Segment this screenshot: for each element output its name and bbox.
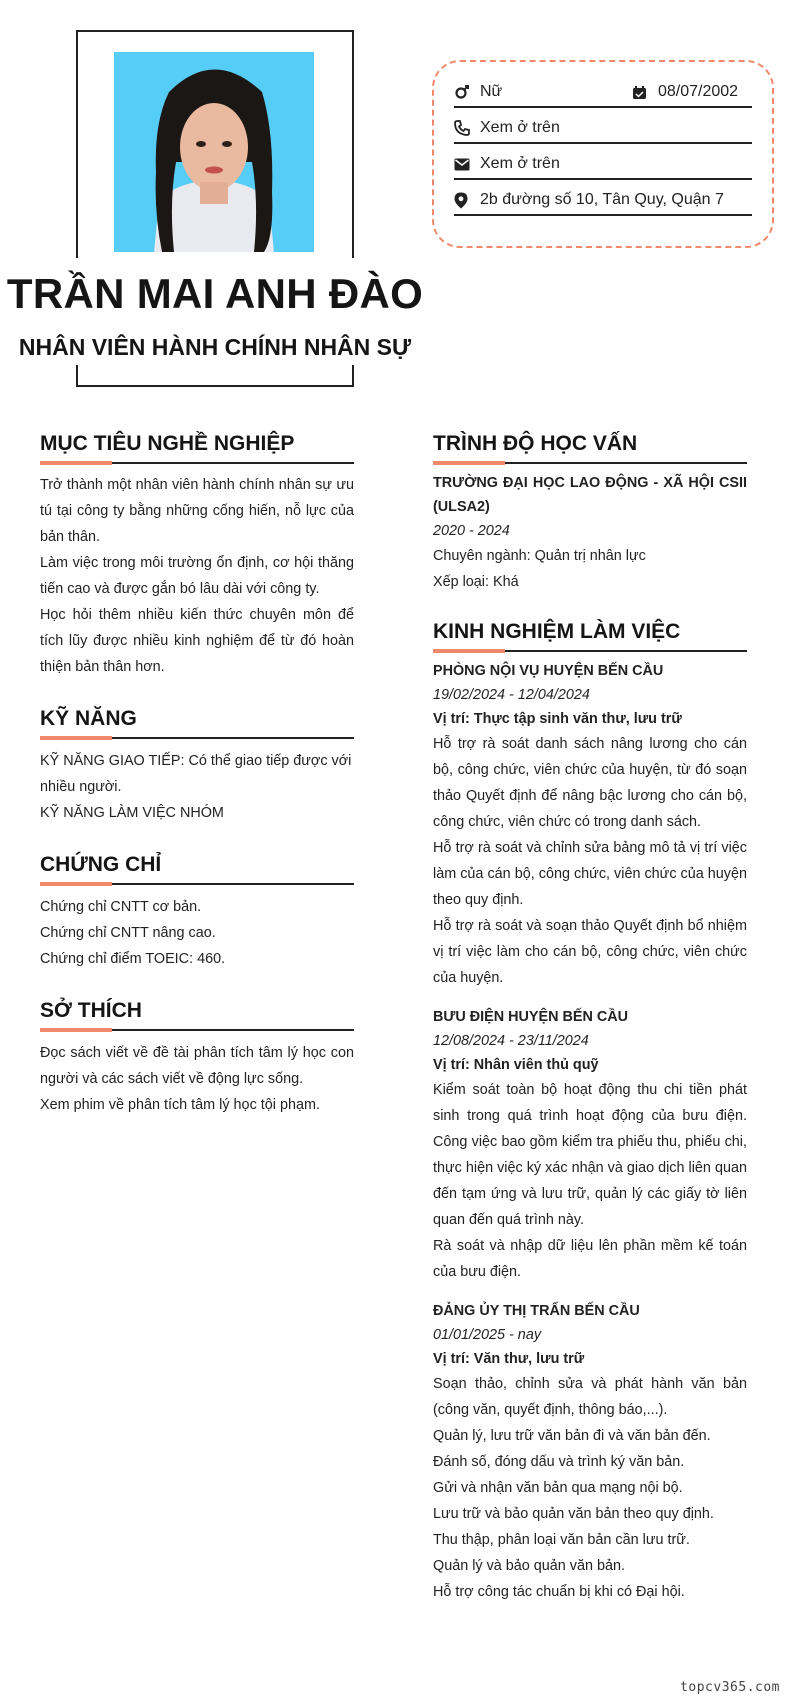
candidate-job-title: NHÂN VIÊN HÀNH CHÍNH NHÂN SỰ bbox=[18, 334, 412, 360]
certificate-item: Chứng chỉ điểm TOEIC: 460. bbox=[40, 951, 226, 967]
experience-job bbox=[433, 659, 747, 991]
hobby-item: Đọc sách viết về đề tài phân tích tâm lý học con người và các sách viết về động lực sống. bbox=[40, 1045, 354, 1087]
certificate-item: Chứng chỉ CNTT cơ bản. bbox=[40, 899, 202, 915]
certificates-title: CHỨNG CHỈ bbox=[40, 853, 162, 876]
contact-row-gender-dob bbox=[454, 78, 752, 108]
job-position: Vị trí: Văn thư, lưu trữ bbox=[433, 1351, 585, 1367]
profile-photo bbox=[114, 52, 314, 252]
watermark: topcv365.com bbox=[680, 1680, 780, 1695]
education-school: TRƯỜNG ĐẠI HỌC LAO ĐỘNG - XÃ HỘI CSII (ULSA2) bbox=[433, 475, 747, 515]
experience-job bbox=[433, 1299, 747, 1605]
job-duty: Quản lý và bảo quản văn bản. bbox=[433, 1558, 626, 1574]
job-organization: BƯU ĐIỆN HUYỆN BẾN CẦU bbox=[433, 1009, 629, 1025]
job-period: 19/02/2024 - 12/04/2024 bbox=[433, 687, 590, 703]
certificate-item: Chứng chỉ CNTT nâng cao. bbox=[40, 925, 216, 941]
contact-row-email bbox=[454, 150, 752, 180]
contact-row-address bbox=[454, 186, 752, 216]
objective-rule bbox=[40, 462, 354, 464]
experience-rule bbox=[433, 650, 747, 652]
contact-row-phone bbox=[454, 114, 752, 144]
job-period: 12/08/2024 - 23/11/2024 bbox=[433, 1033, 589, 1049]
education-rule bbox=[433, 462, 747, 464]
header-frame-bottom bbox=[76, 365, 354, 387]
experience-job bbox=[433, 1005, 747, 1285]
hobbies-title: SỞ THÍCH bbox=[40, 999, 142, 1022]
hobbies-rule bbox=[40, 1029, 354, 1031]
skills-body bbox=[40, 748, 354, 826]
education-major: Chuyên ngành: Quản trị nhân lực bbox=[433, 548, 646, 564]
education-title: TRÌNH ĐỘ HỌC VẤN bbox=[433, 432, 638, 455]
job-duty: Soạn thảo, chỉnh sửa và phát hành văn bản (công văn, quyết định, thông báo,...). bbox=[433, 1376, 747, 1418]
job-position: Vị trí: Thực tập sinh văn thư, lưu trữ bbox=[433, 711, 682, 727]
job-duty: Đánh số, đóng dấu và trình ký văn bản. bbox=[433, 1454, 685, 1470]
objective-paragraph: Làm việc trong môi trường ổn định, cơ hội thăng tiến cao và được gắn bó lâu dài với công ty. bbox=[40, 555, 354, 597]
contact-phone[interactable]: Xem ở trên bbox=[480, 119, 560, 136]
job-duty: Hỗ trợ rà soát và soạn thảo Quyết định bổ nhiệm vị trí việc làm cho cán bộ, công chức, viên chức của huyện. bbox=[433, 918, 747, 986]
certificates-rule bbox=[40, 883, 354, 885]
candidate-name: TRẦN MAI ANH ĐÀO bbox=[6, 270, 424, 317]
skill-item: KỸ NĂNG GIAO TIẾP: Có thể giao tiếp được với nhiều người. bbox=[40, 753, 352, 795]
job-duty: Kiểm soát toàn bộ hoạt động thu chi tiền phát sinh trong quá trình hoạt động của bưu điện. Công việc bao gồm kiểm tra phiếu thu, phiếu chi, thực hiện việc ký xác nhận và giao dịch liên quan đến tạm ứng và lưu trữ, quản lý các giấy tờ liên quan đến quá trình này. bbox=[433, 1082, 747, 1228]
certificates-body bbox=[40, 894, 354, 972]
job-duty: Lưu trữ và bảo quản văn bản theo quy định. bbox=[433, 1506, 714, 1522]
objective-body bbox=[40, 472, 354, 680]
map-pin-icon bbox=[454, 191, 476, 209]
contact-email[interactable]: Xem ở trên bbox=[480, 155, 560, 172]
contact-address: 2b đường số 10, Tân Quy, Quận 7 bbox=[480, 191, 724, 208]
contact-dob: 08/07/2002 bbox=[658, 83, 739, 100]
job-position: Vị trí: Nhân viên thủ quỹ bbox=[433, 1057, 599, 1073]
job-duty: Hỗ trợ rà soát danh sách nâng lương cho cán bộ, công chức, viên chức của huyện, từ đó soạn thảo Quyết định để nâng bậc lương cho cán bộ, công chức, viên chức có trong danh sách. bbox=[433, 736, 747, 830]
objective-paragraph: Trở thành một nhân viên hành chính nhân sự ưu tú tại công ty bằng những cống hiến, nỗ lực của bản thân. bbox=[40, 477, 354, 545]
objective-paragraph: Học hỏi thêm nhiều kiến thức chuyên môn để tích lũy được nhiều kinh nghiệm để từ đó hoàn thiện bản thân hơn. bbox=[40, 607, 354, 675]
job-duty: Thu thập, phân loại văn bản cần lưu trữ. bbox=[433, 1532, 690, 1548]
job-period: 01/01/2025 - nay bbox=[433, 1327, 542, 1343]
job-organization: ĐẢNG ỦY THỊ TRẤN BẾN CẦU bbox=[433, 1303, 640, 1319]
experience-title: KINH NGHIỆM LÀM VIỆC bbox=[433, 620, 681, 643]
envelope-icon bbox=[454, 155, 476, 173]
objective-title: MỤC TIÊU NGHỀ NGHIỆP bbox=[40, 432, 295, 455]
calendar-icon bbox=[632, 83, 654, 101]
skills-rule bbox=[40, 737, 354, 739]
hobby-item: Xem phim về phân tích tâm lý học tội phạm. bbox=[40, 1097, 320, 1113]
portrait-image bbox=[114, 52, 314, 252]
contact-gender: Nữ bbox=[480, 83, 503, 100]
phone-icon bbox=[454, 119, 476, 137]
job-duty: Gửi và nhận văn bản qua mạng nội bộ. bbox=[433, 1480, 683, 1496]
job-duty: Hỗ trợ rà soát và chỉnh sửa bảng mô tả vị trí việc làm của cán bộ, công chức, viên chức của huyện theo quy định. bbox=[433, 840, 747, 908]
education-period: 2020 - 2024 bbox=[433, 523, 510, 539]
job-duty: Quản lý, lưu trữ văn bản đi và văn bản đến. bbox=[433, 1428, 711, 1444]
education-rank: Xếp loại: Khá bbox=[433, 574, 519, 590]
gender-icon bbox=[454, 83, 476, 101]
education-body bbox=[433, 471, 747, 595]
skill-item: KỸ NĂNG LÀM VIỆC NHÓM bbox=[40, 805, 224, 821]
job-duty: Rà soát và nhập dữ liệu lên phần mềm kế toán của bưu điện. bbox=[433, 1238, 747, 1280]
job-duty: Hỗ trợ công tác chuẩn bị khi có Đại hội. bbox=[433, 1584, 685, 1600]
job-organization: PHÒNG NỘI VỤ HUYỆN BẾN CẦU bbox=[433, 663, 664, 679]
contact-box bbox=[432, 60, 774, 248]
skills-title: KỸ NĂNG bbox=[40, 707, 137, 730]
hobbies-body bbox=[40, 1040, 354, 1118]
